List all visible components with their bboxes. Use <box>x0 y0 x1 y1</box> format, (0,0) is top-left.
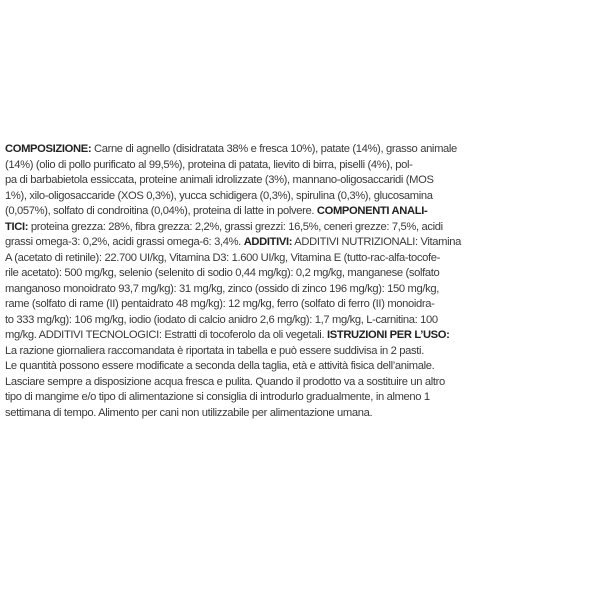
text-line: TICI: proteina grezza: 28%, fibra grezza: 2,2%, grassi grezzi: 16,5%, ceneri grezze: 7,5%, acidi <box>5 220 443 233</box>
text-line: to 333 mg/kg): 106 mg/kg, iodio (iodato di calcio anidro 2,6 mg/kg): 1,7 mg/kg, L-carnitina: 100 <box>5 313 438 326</box>
text-line: rile acetato): 500 mg/kg, selenio (selenito di sodio 0,44 mg/kg): 0,2 mg/kg, manganese (solfato <box>5 267 440 279</box>
text-line: settimana di tempo. Alimento per cani non utilizzabile per alimentazione umana. <box>5 406 373 419</box>
text-line: A (acetato di retinile): 22.700 UI/kg, Vitamina D3: 1.600 UI/kg, Vitamina E (tutto-rac-alfa-tocofe- <box>5 251 441 264</box>
text-line: COMPOSIZIONE: Carne di agnello (disidratata 38% e fresca 10%), patate (14%), grasso animale <box>5 143 457 155</box>
text-line: La razione giornaliera raccomandata è riportata in tabella e può essere suddivisa in 2 pasti. <box>5 344 424 357</box>
text-line: Le quantità possono essere modificate a seconda della taglia, età e attività fisica dell’animale. <box>5 360 435 372</box>
text-line: rame (solfato di rame (II) pentaidrato 48 mg/kg): 12 mg/kg, ferro (solfato di ferro (II) monoidra- <box>5 298 435 310</box>
text-line: Lasciare sempre a disposizione acqua fresca e pulita. Quando il prodotto va a sostituire un altro <box>5 375 445 388</box>
composizione-heading: COMPOSIZIONE: <box>5 143 92 155</box>
text-line: pa di barbabietola essiccata, proteine animali idrolizzate (3%), mannano-oligosaccaridi (MOS <box>5 174 434 186</box>
additivi-heading: ADDITIVI: <box>243 236 293 248</box>
label-text-block <box>5 142 595 421</box>
istruzioni-heading: ISTRUZIONI PER L’USO: <box>326 329 450 341</box>
text-line: (0,057%), solfato di condroitina (0,04%), proteina di latte in polvere. COMPONENTI ANALI- <box>5 205 428 217</box>
text-line: 1%), xilo-oligosaccaride (XOS 0,3%), yucca schidigera (0,3%), spirulina (0,3%), glucosamina <box>5 189 433 202</box>
componenti-analitici-heading-cont: TICI: <box>5 220 29 233</box>
text-line: (14%) (olio di pollo purificato al 99,5%), proteina di patata, lievito di birra, piselli (4%), pol- <box>5 158 413 171</box>
text-line: grassi omega-3: 0,2%, acidi grassi omega-6: 3,4%. ADDITIVI: ADDITIVI NUTRIZIONALI: Vitamina <box>5 236 462 248</box>
text-line: tipo di mangime e/o tipo di alimentazione si consiglia di introdurlo gradualmente, in almeno 1 <box>5 391 430 403</box>
componenti-analitici-heading: COMPONENTI ANALI- <box>316 205 428 217</box>
text-line: manganoso monoidrato 93,7 mg/kg): 31 mg/kg, zinco (ossido di zinco 196 mg/kg): 150 mg/kg, <box>5 282 439 295</box>
text-line: mg/kg. ADDITIVI TECNOLOGICI: Estratti di tocoferolo da oli vegetali. ISTRUZIONI PER L’USO: <box>5 329 450 341</box>
